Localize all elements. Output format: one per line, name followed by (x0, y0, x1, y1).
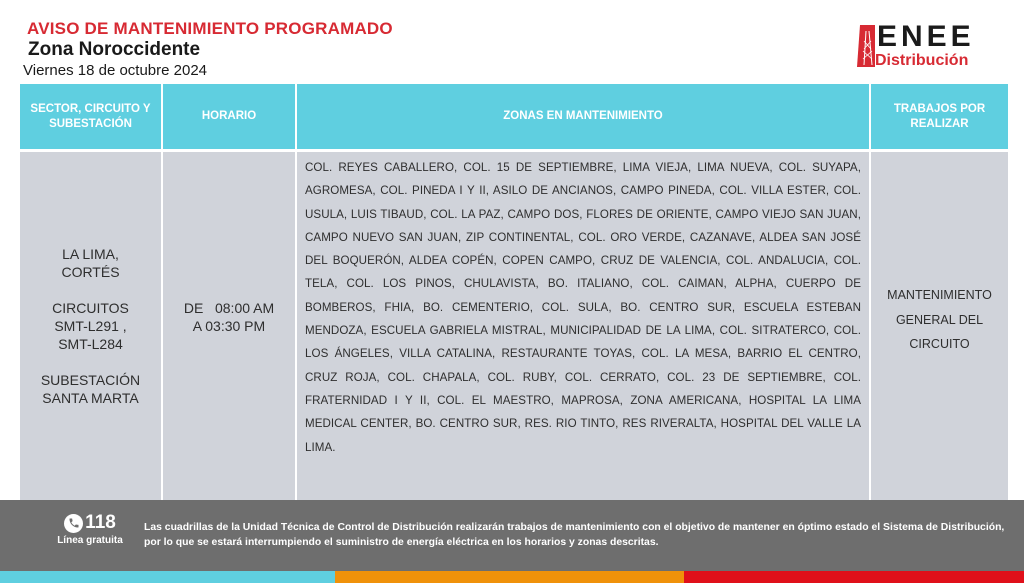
work-line: CIRCUITO (909, 337, 970, 352)
hotline[interactable] (44, 512, 136, 547)
circuits-label: CIRCUITOS (52, 300, 129, 316)
phone-label: Línea gratuita (57, 535, 123, 546)
logo-brand: ENEE (877, 20, 975, 53)
sector-cell (20, 152, 161, 500)
circuit-id: SMT-L291 , (54, 318, 127, 334)
substation-label: SUBESTACIÓN (40, 372, 141, 388)
work-line: MANTENIMIENTO (887, 288, 992, 303)
column-divider (295, 84, 297, 500)
maintenance-table (20, 84, 1008, 500)
color-bar-orange (335, 571, 684, 583)
notice-title: AVISO DE MANTENIMIENTO PROGRAMADO (27, 19, 393, 38)
circuit-id: SMT-L284 (58, 336, 123, 352)
schedule-cell (163, 152, 295, 500)
column-divider (161, 84, 163, 500)
work-line: GENERAL DEL (895, 312, 984, 327)
schedule-from: DE 08:00 AM (183, 300, 275, 316)
notice-header (0, 0, 1024, 84)
header-trabajos: TRABAJOS POR REALIZAR (893, 102, 986, 130)
color-bar-cyan (0, 571, 335, 583)
location-line: LA LIMA, (62, 246, 119, 262)
work-cell (871, 152, 1008, 500)
footer-banner (0, 500, 1024, 571)
phone-icon (64, 514, 83, 533)
table-row (20, 152, 1008, 500)
zones-cell: COL. REYES CABALLERO, COL. 15 DE SEPTIEMBRE, LIMA VIEJA, LIMA NUEVA, COL. SUYAPA, AGROMESA, COL. PINEDA I Y II, ASILO DE ANCIANOS, CAMPO PINEDA, COL. VILLA ESTER, COL. USULA, LUIS TIBAUD, COL. LA PAZ, CAMPO DOS, FLORES DE ORIENTE, CAMPO VIEJO SAN JUAN, CAMPO NUEVO SAN JUAN, ZIP CONTINENTAL, COL. ORO VERDE, CAZANAVE, ALDEA SAN JOSÉ DEL BOQUERÓN, ALDEA COPÉN, COPEN CAMPO, CRUZ DE VALENCIA, COL. ANDALUCIA, COL. TELA, COL. LOS PINOS, CHULAVISTA, BO. ITALIANO, COL. CAIMAN, ALPHA, CUERPO DE BOMBEROS, FHIA, BO. CEMENTERIO, COL. SULA, BO. CENTRO SUR, ESCUELA ESTEBAN MENDOZA, ESCUELA GABRIELA MISTRAL, MUNICIPALIDAD DE LA LIMA, COL. SITRATERCO, COL. LOS ÁNGELES, VILLA CATALINA, RESTAURANTE TOYAS, COL. LA MESA, BARRIO EL CENTRO, CRUZ ROJA, COL. CHAPALA, COL. RUBY, COL. CERRATO, COL. 23 DE SEPTIEMBRE, COL. FRATERNIDAD I Y II, COL. EL MAESTRO, MAPROSA, ZONA AMERICANA, HOSPITAL LA LIMA MEDICAL CENTER, BO. CENTRO SUR, RES. RIO TINTO, RES RIVERALTA, HOSPITAL DEL VALLE LA LIMA. (305, 161, 861, 454)
zone-title: Zona Noroccidente (28, 39, 201, 60)
schedule-to: A 03:30 PM (192, 318, 266, 334)
enee-logo (853, 22, 1003, 72)
table-header (20, 84, 1008, 149)
transmission-tower-icon (857, 25, 875, 67)
notice-date: Viernes 18 de octubre 2024 (23, 62, 208, 79)
brand-color-bar (0, 571, 1024, 583)
logo-subtitle: Distribución (875, 52, 969, 69)
color-bar-red (684, 571, 1024, 583)
row-divider (20, 149, 1008, 152)
column-divider (869, 84, 871, 500)
header-zonas: ZONAS EN MANTENIMIENTO (503, 110, 663, 122)
header-horario: HORARIO (201, 110, 257, 122)
header-sector: SECTOR, CIRCUITO Y SUBESTACIÓN (30, 102, 151, 130)
footer-message: Las cuadrillas de la Unidad Técnica de Control de Distribución realizarán trabajos de mantenimiento con el objetivo de mantener en óptimo estado el Sistema de Distribución, por lo que se estará interrumpiendo el suministro de energía eléctrica en los horarios y zonas descritas. (144, 522, 1005, 548)
phone-number: 118 (85, 512, 116, 533)
location-line: CORTÉS (61, 264, 120, 280)
substation-name: SANTA MARTA (42, 390, 139, 406)
